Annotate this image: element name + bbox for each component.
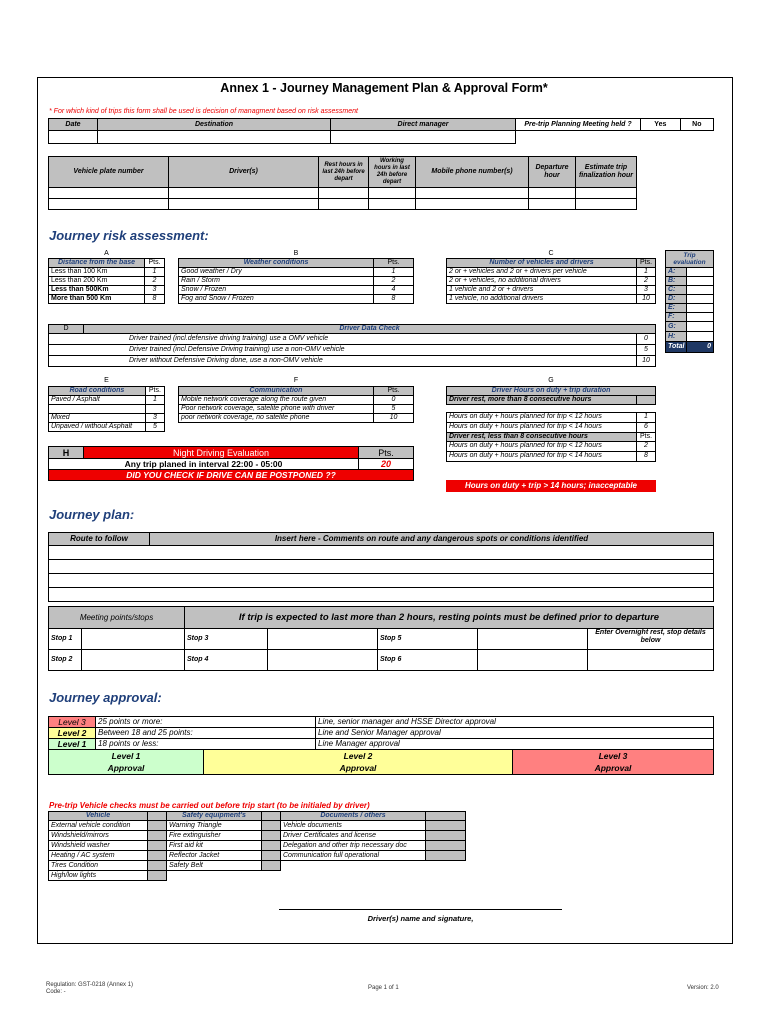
vehicle-check-item: Heating / AC system: [49, 851, 148, 861]
table-a-row-points[interactable]: 8: [145, 295, 165, 304]
documents-checks-header: Documents / others: [281, 812, 426, 821]
trip-eval-value: [687, 304, 714, 313]
document-check-item: Delegation and other trip necessary doc: [281, 841, 426, 851]
safety-check-initial[interactable]: [262, 861, 281, 871]
working-cell[interactable]: [369, 188, 416, 199]
driver-cell[interactable]: [169, 188, 319, 199]
table-e-letter: E: [49, 377, 165, 386]
night-driving-points[interactable]: 20: [359, 459, 414, 470]
trip-eval-value: [687, 332, 714, 342]
document-check-initial[interactable]: [426, 841, 466, 851]
level-2-points: Between 18 and 25 points:: [96, 728, 316, 739]
safety-check-item: Reflector Jacket: [167, 851, 262, 861]
table-c-vehicles: [446, 250, 656, 304]
footer-code: Code: -: [46, 989, 66, 995]
route-comments-header: Insert here - Comments on route and any dangerous spots or conditions identified: [150, 533, 714, 546]
table-b-header: Weather conditions: [179, 259, 374, 268]
risk-section-title: Journey risk assessment:: [49, 228, 209, 243]
table-g-row-points[interactable]: 6: [637, 422, 656, 432]
signature-line[interactable]: [279, 909, 562, 910]
table-d-letter: D: [49, 325, 84, 334]
trip-eval-value: [687, 322, 714, 332]
vehicle-check-initial[interactable]: [148, 871, 167, 881]
level-3-approver: Line, senior manager and HSSE Director approval: [316, 717, 714, 728]
level-3-tag: Level 3: [49, 717, 96, 728]
table-d-row-points[interactable]: 5: [637, 345, 656, 356]
table-f-row-label: Poor network coverage, satelite phone with driver: [179, 404, 374, 413]
table-b-row-label: Good weather / Dry: [179, 268, 374, 277]
vehicle-check-initial[interactable]: [148, 831, 167, 841]
table-c-row-points[interactable]: 2: [637, 277, 656, 286]
rest-less-label: Driver rest, less than 8 consecutive hours: [447, 432, 637, 441]
table-c-row-label: 2 or + vehicles and 2 or + drivers per vehicle: [447, 268, 637, 277]
departure-cell[interactable]: [529, 188, 576, 199]
table-f-header: Communication: [179, 386, 374, 395]
direct-manager-field[interactable]: [331, 131, 516, 144]
postpone-banner: DID YOU CHECK IF DRIVE CAN BE POSTPONED ??: [49, 470, 414, 481]
trip-eval-title: Trip evaluation: [666, 251, 714, 268]
table-g-row-points[interactable]: 8: [637, 451, 656, 461]
table-a-row-points[interactable]: 1: [145, 268, 165, 277]
table-c-row-label: 2 or + vehicles, no additional drivers: [447, 277, 637, 286]
departure-cell[interactable]: [529, 199, 576, 210]
vehicle-check-item: Windshield/mirrors: [49, 831, 148, 841]
table-a-row-label: Less than 100 Km: [49, 268, 145, 277]
vehicle-driver-table: [48, 156, 637, 210]
mobile-header: Mobile phone number(s): [416, 157, 529, 188]
level-3-approval-box[interactable]: [513, 750, 714, 775]
destination-field[interactable]: [98, 131, 331, 144]
stop-label: Stop 3: [185, 629, 268, 650]
approval-levels-table: [48, 716, 714, 750]
level-2-tag: Level 2: [49, 728, 96, 739]
table-c-row-points[interactable]: 3: [637, 286, 656, 295]
trip-header-table: [48, 118, 714, 144]
overnight-rest-field[interactable]: [588, 650, 714, 671]
table-a-row-label: Less than 500Km: [49, 286, 145, 295]
vehicle-check-initial[interactable]: [148, 821, 167, 831]
table-e-row-points[interactable]: 3: [145, 413, 164, 422]
trip-eval-label: C:: [666, 286, 687, 295]
table-b-row-points[interactable]: 2: [374, 277, 414, 286]
vehicle-cell[interactable]: [49, 188, 169, 199]
safety-check-initial[interactable]: [262, 841, 281, 851]
table-a-letter: A: [49, 250, 165, 259]
estimate-cell[interactable]: [576, 188, 637, 199]
table-d-row-points[interactable]: 10: [637, 356, 656, 367]
approval-section-title: Journey approval:: [49, 690, 162, 705]
stop-field[interactable]: [478, 629, 588, 650]
stop-field[interactable]: [268, 650, 378, 671]
date-header: Date: [49, 119, 98, 131]
destination-header: Destination: [98, 119, 331, 131]
stop-field[interactable]: [82, 650, 185, 671]
vehicle-checks-table: [48, 811, 466, 881]
table-d-row-label: Driver without Defensive Driving done, use a non-OMV vehicle: [49, 356, 637, 367]
trip-eval-label: D:: [666, 295, 687, 304]
stop-label: Stop 2: [49, 650, 82, 671]
safety-check-item: Fire extinguisher: [167, 831, 262, 841]
table-g-letter: G: [447, 377, 656, 386]
vehicle-cell[interactable]: [49, 199, 169, 210]
table-a-pts-header: Pts.: [145, 259, 165, 268]
safety-check-item: Safety Belt: [167, 861, 262, 871]
route-row[interactable]: [49, 574, 714, 588]
departure-header: Departure hour: [529, 157, 576, 188]
table-e-pts-header: Pts.: [145, 386, 164, 395]
table-d-row-label: Driver trained (incl.defensive driving training) use a OMV vehicle: [49, 334, 637, 345]
level-2-approval-label: Approval: [339, 763, 377, 773]
table-a-row-label: Less than 200 Km: [49, 277, 145, 286]
trip-eval-label: G:: [666, 322, 687, 332]
table-e-row-label: Paved / Asphalt: [49, 395, 146, 404]
table-g-row-label: Hours on duty + hours planned for trip < 12 hours: [447, 441, 637, 451]
level-3-approval-label: Approval: [594, 763, 632, 773]
table-c-row-label: 1 vehicle and 2 or + drivers: [447, 286, 637, 295]
estimate-header: Estimate trip finalization hour: [576, 157, 637, 188]
meeting-points-header: Meeting points/stops: [49, 607, 185, 629]
working-cell[interactable]: [369, 199, 416, 210]
vehicle-check-initial[interactable]: [148, 861, 167, 871]
overnight-rest-label: Enter Overnight rest, stop details below: [588, 629, 714, 650]
direct-manager-header: Direct manager: [331, 119, 516, 131]
trip-eval-label: A:: [666, 268, 687, 277]
vehicle-check-initial[interactable]: [148, 841, 167, 851]
table-f-letter: F: [179, 377, 414, 386]
route-row[interactable]: [49, 588, 714, 602]
table-b-row-label: Rain / Storm: [179, 277, 374, 286]
table-e-row-label: Unpaved / without Asphalt: [49, 422, 146, 431]
approval-boxes: [48, 749, 714, 775]
table-b-row-label: Fog and Snow / Frozen: [179, 295, 374, 304]
drivers-header: Driver(s): [169, 157, 319, 188]
rest-cell[interactable]: [319, 188, 369, 199]
yes-cell[interactable]: Yes: [641, 119, 681, 131]
table-c-row-points[interactable]: 1: [637, 268, 656, 277]
vehicle-check-item: External vehicle condition: [49, 821, 148, 831]
trip-eval-value: [687, 313, 714, 322]
stop-field[interactable]: [82, 629, 185, 650]
footer-regulation: Regulation: GST-0218 (Annex 1): [46, 982, 134, 988]
table-d-row-label: Driver trained (incl.Defensive Driving training) use a non-OMV vehicle: [49, 345, 637, 356]
level-3-approval-title: Level 3: [598, 751, 628, 761]
level-1-approver: Line Manager approval: [316, 739, 714, 750]
vehicle-checks-header: Vehicle: [49, 812, 148, 821]
safety-checks-header: Safety equipment's: [167, 812, 262, 821]
rest-cell[interactable]: [319, 199, 369, 210]
table-b-row-points[interactable]: 8: [374, 295, 414, 304]
table-h-pts-header: Pts.: [359, 447, 414, 459]
table-g-row-points[interactable]: 2: [637, 441, 656, 451]
table-e-row-label: Mixed: [49, 413, 146, 422]
stop-field[interactable]: [478, 650, 588, 671]
table-h-letter: H: [49, 447, 84, 459]
table-b-pts-header: Pts.: [374, 259, 414, 268]
total-value: 0: [687, 342, 714, 353]
table-c-row-label: 1 vehicle, no additional drivers: [447, 295, 637, 304]
document-check-item: Driver Certificates and license: [281, 831, 426, 841]
trip-eval-value: [687, 295, 714, 304]
table-a-row-label: More than 500 Km: [49, 295, 145, 304]
table-b-row-label: Snow / Frozen: [179, 286, 374, 295]
resting-points-header: If trip is expected to last more than 2 hours, resting points must be defined prior to departure: [185, 607, 714, 629]
level-2-approval-title: Level 2: [343, 751, 373, 761]
trip-eval-label: B:: [666, 277, 687, 286]
route-row[interactable]: [49, 546, 714, 560]
table-g-header: Driver Hours on duty + trip duration: [447, 386, 656, 395]
scope-note: * For which kind of trips this form shall be used is decision of managment based on risk assessment: [49, 108, 358, 115]
table-f-row-label: Mobile network coverage along the route given: [179, 395, 374, 404]
trip-eval-label: F:: [666, 313, 687, 322]
table-g-row-label: Hours on duty + hours planned for trip < 14 hours: [447, 422, 637, 432]
night-driving-title: Night Driving Evaluation: [84, 447, 359, 459]
table-d-row-points[interactable]: 0: [637, 334, 656, 345]
stops-table: [48, 606, 714, 671]
vehicle-check-item: Tires Condition: [49, 861, 148, 871]
document-check-initial[interactable]: [426, 831, 466, 841]
table-d-driver-check: [48, 324, 656, 367]
footer-version: Version: 2.0: [687, 985, 719, 991]
safety-check-initial[interactable]: [262, 821, 281, 831]
safety-check-item: Warning Triangle: [167, 821, 262, 831]
level-1-points: 18 points or less:: [96, 739, 316, 750]
pretrip-meeting-label: Pre-trip Planning Meeting held ?: [516, 119, 641, 131]
safety-check-initial[interactable]: [262, 851, 281, 861]
trip-eval-label: E:: [666, 304, 687, 313]
table-e-row-label: [49, 404, 146, 413]
document-check-initial[interactable]: [426, 821, 466, 831]
table-c-letter: C: [447, 250, 656, 259]
rest-more-label: Driver rest, more than 8 consecutive hours: [447, 395, 637, 404]
table-g-row-label: Hours on duty + hours planned for trip < 12 hours: [447, 412, 637, 422]
table-c-row-points[interactable]: 10: [637, 295, 656, 304]
total-label: Total: [666, 342, 687, 353]
table-g-pts-header: Pts.: [637, 432, 656, 441]
safety-check-item: First aid kit: [167, 841, 262, 851]
table-b-letter: B: [179, 250, 414, 259]
vehicle-check-item: High/low lights: [49, 871, 148, 881]
table-f-pts-header: Pts.: [374, 386, 414, 395]
trip-eval-value: [687, 286, 714, 295]
trip-eval-value: [687, 268, 714, 277]
stop-label: Stop 4: [185, 650, 268, 671]
mobile-cell[interactable]: [416, 199, 529, 210]
route-header: Route to follow: [49, 533, 150, 546]
no-cell[interactable]: No: [680, 119, 713, 131]
estimate-cell[interactable]: [576, 199, 637, 210]
level-1-approval-title: Level 1: [111, 751, 141, 761]
safety-check-initial[interactable]: [262, 831, 281, 841]
night-driving-row: Any trip planed in interval 22:00 - 05:00: [49, 459, 359, 470]
mobile-cell[interactable]: [416, 188, 529, 199]
stop-label: Stop 1: [49, 629, 82, 650]
table-c-header: Number of vehicles and drivers: [447, 259, 637, 268]
form-title: Annex 1 - Journey Management Plan & Approval Form*: [220, 81, 548, 95]
unacceptable-banner: Hours on duty + trip > 14 hours; inacceptable: [446, 480, 656, 492]
vehicle-checks-title: Pre-trip Vehicle checks must be carried out before trip start (to be initialed by driver): [49, 801, 370, 810]
table-a-distance: [48, 250, 165, 304]
level-1-tag: Level 1: [49, 739, 96, 750]
table-a-header: Distance from the base: [49, 259, 145, 268]
table-a-row-points[interactable]: 3: [145, 286, 165, 295]
table-e-header: Road conditions: [49, 386, 146, 395]
document-check-item: Vehicle documents: [281, 821, 426, 831]
level-1-approval-box[interactable]: [49, 750, 204, 775]
table-e-row-points[interactable]: [145, 404, 164, 413]
table-a-row-points[interactable]: 2: [145, 277, 165, 286]
driver-cell[interactable]: [169, 199, 319, 210]
trip-eval-value: [687, 277, 714, 286]
level-2-approver: Line and Senior Manager approval: [316, 728, 714, 739]
stop-label: Stop 5: [378, 629, 478, 650]
table-f-communication: [178, 377, 414, 423]
table-e-road: [48, 377, 165, 432]
document-check-item: Communication full operational: [281, 851, 426, 861]
table-c-pts-header: Pts.: [637, 259, 656, 268]
route-row[interactable]: [49, 560, 714, 574]
working-hours-header: Working hours in last 24h before depart: [369, 157, 416, 188]
rest-hours-header: Rest hours in last 24h before depart: [319, 157, 369, 188]
table-e-row-points[interactable]: 5: [145, 422, 164, 431]
stop-field[interactable]: [268, 629, 378, 650]
table-g-driver-hours: [446, 377, 656, 462]
table-e-row-points[interactable]: 1: [145, 395, 164, 404]
table-f-row-points[interactable]: 0: [374, 395, 414, 404]
table-f-row-points[interactable]: 10: [374, 413, 414, 422]
trip-eval-label: H:: [666, 332, 687, 342]
table-h-night-driving: [48, 446, 414, 481]
document-check-initial[interactable]: [426, 851, 466, 861]
table-g-row-label: Hours on duty + hours planned for trip < 14 hours: [447, 451, 637, 461]
signature-label: Driver(s) name and signature,: [367, 914, 474, 923]
level-3-points: 25 points or more:: [96, 717, 316, 728]
footer-page: Page 1 of 1: [368, 985, 399, 991]
stop-label: Stop 6: [378, 650, 478, 671]
vehicle-plate-header: Vehicle plate number: [49, 157, 169, 188]
date-field[interactable]: [49, 131, 98, 144]
level-2-approval-box[interactable]: [204, 750, 513, 775]
table-f-row-label: poor network coverage, no satelite phone: [179, 413, 374, 422]
vehicle-check-initial[interactable]: [148, 851, 167, 861]
table-b-row-points[interactable]: 4: [374, 286, 414, 295]
trip-evaluation-table: [665, 250, 714, 353]
table-g-row-points[interactable]: 1: [637, 412, 656, 422]
table-f-row-points[interactable]: 5: [374, 404, 414, 413]
plan-section-title: Journey plan:: [49, 507, 135, 522]
table-d-header: Driver Data Check: [84, 325, 656, 334]
level-1-approval-label: Approval: [107, 763, 145, 773]
table-b-weather: [178, 250, 414, 304]
table-b-row-points[interactable]: 1: [374, 268, 414, 277]
route-table: [48, 532, 714, 602]
vehicle-check-item: Windshield washer: [49, 841, 148, 851]
